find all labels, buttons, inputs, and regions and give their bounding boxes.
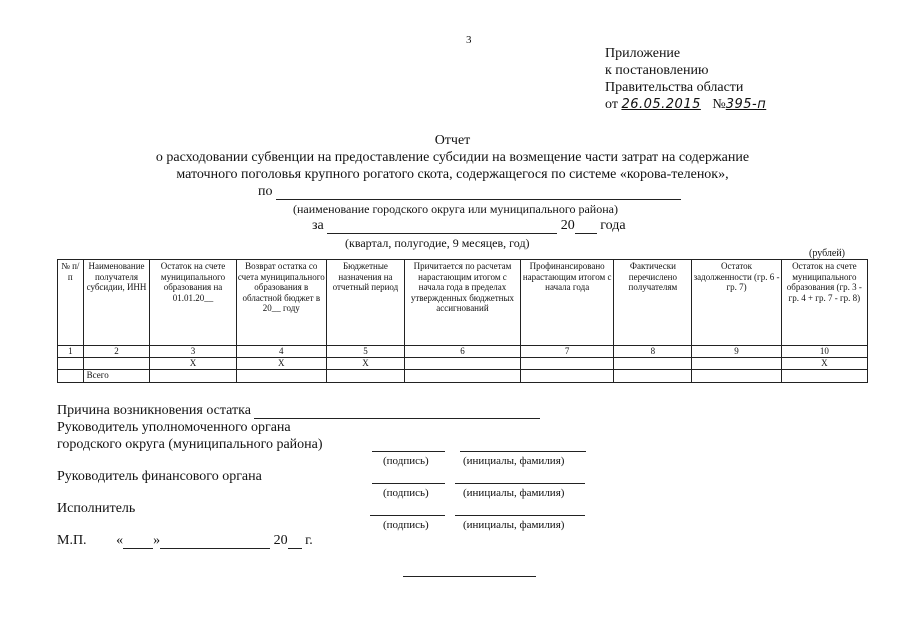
header-cell: Наименование получателя субсидии, ИНН xyxy=(83,260,150,346)
mp-line xyxy=(57,533,313,549)
column-number: 5 xyxy=(326,346,404,358)
appendix-block xyxy=(605,45,766,113)
po-caption: (наименование городского округа или муниципального района) xyxy=(293,202,618,216)
report-subtitle-2: маточного поголовья крупного рогатого скота, содержащегося по системе «корова-теленок», xyxy=(176,167,729,182)
header-cell: Остаток на счете муниципального образования (гр. 3 - гр. 4 + гр. 7 - гр. 8) xyxy=(781,260,867,346)
table-cell xyxy=(83,358,150,370)
day-blank xyxy=(123,548,153,549)
year-blank xyxy=(575,233,597,234)
header-cell: Остаток задолженности (гр. 6 - гр. 7) xyxy=(692,260,781,346)
table-cell xyxy=(236,369,326,382)
table-cell xyxy=(404,369,520,382)
column-number-row xyxy=(58,346,868,358)
table-cell: X xyxy=(236,358,326,370)
table-cell: X xyxy=(150,358,236,370)
header-cell: Остаток на счете муниципального образования на 01.01.20__ xyxy=(150,260,236,346)
header-cell: Возврат остатка со счета муниципального образования в областной бюджет в 20__ году xyxy=(236,260,326,346)
appendix-line1: Приложение xyxy=(605,46,681,61)
table-cell xyxy=(326,369,404,382)
table-cell xyxy=(150,369,236,382)
header-cell: Причитается по расчетам нарастающим итогом с начала года в пределах утвержденных бюджетных ассигнований xyxy=(404,260,520,346)
number-prefix: № xyxy=(712,97,726,112)
header-row xyxy=(58,260,868,346)
appendix-date-line xyxy=(605,96,766,113)
reason-blank xyxy=(254,418,540,419)
column-number: 10 xyxy=(781,346,867,358)
period-caption: (квартал, полугодие, 9 месяцев, год) xyxy=(345,236,530,250)
bottom-divider xyxy=(403,576,536,577)
page-number: 3 xyxy=(466,34,472,46)
year-prefix: 20 xyxy=(560,218,575,233)
mp-year-suffix: г. xyxy=(305,533,313,548)
table-cell: X xyxy=(781,358,867,370)
handwritten-date: 26.05.2015 xyxy=(621,97,701,112)
appendix-line3: Правительства области xyxy=(605,80,744,95)
table-cell xyxy=(692,358,781,370)
mp-label: М.П. xyxy=(57,533,87,548)
total-row xyxy=(58,369,868,382)
head-signature-line xyxy=(372,451,445,452)
head-label-2: городского округа (муниципального района) xyxy=(57,437,323,452)
column-number: 7 xyxy=(520,346,613,358)
mp-year-prefix: 20 xyxy=(273,533,288,548)
quote-close: » xyxy=(153,533,161,548)
column-number: 3 xyxy=(150,346,236,358)
date-prefix: от xyxy=(605,97,618,112)
exec-signature-caption: (подпись) xyxy=(383,519,429,531)
period-blank xyxy=(327,233,557,234)
fin-name-line xyxy=(455,483,585,484)
table-cell xyxy=(614,358,692,370)
column-number: 8 xyxy=(614,346,692,358)
exec-name-caption: (инициалы, фамилия) xyxy=(463,519,565,531)
period-line xyxy=(312,218,626,234)
report-title: Отчет xyxy=(434,133,471,148)
head-label-1: Руководитель уполномоченного органа xyxy=(57,420,291,435)
column-number: 2 xyxy=(83,346,150,358)
report-subtitle-1: о расходовании субвенции на предоставление субсидии на возмещение части затрат на содержание xyxy=(155,150,750,165)
po-blank xyxy=(276,199,681,200)
table-cell xyxy=(614,369,692,382)
column-number: 1 xyxy=(58,346,84,358)
header-cell: Бюджетные назначения на отчетный период xyxy=(326,260,404,346)
column-number: 9 xyxy=(692,346,781,358)
exec-name-line xyxy=(455,515,585,516)
head-name-line xyxy=(460,451,586,452)
za-label: за xyxy=(312,218,324,233)
x-row xyxy=(58,358,868,370)
fin-label: Руководитель финансового органа xyxy=(57,469,262,484)
fin-name-caption: (инициалы, фамилия) xyxy=(463,487,565,499)
table-cell xyxy=(58,358,84,370)
exec-label: Исполнитель xyxy=(57,501,136,516)
table-cell xyxy=(692,369,781,382)
units-label: (рублей) xyxy=(809,248,846,259)
mp-year-blank xyxy=(288,548,302,549)
reason-line xyxy=(57,403,540,419)
reason-label: Причина возникновения остатка xyxy=(57,403,251,418)
year-suffix: года xyxy=(600,218,626,233)
total-label: Всего xyxy=(83,369,150,382)
header-cell: Профинансировано нарастающим итогом с начала года xyxy=(520,260,613,346)
header-cell: № п/п xyxy=(58,260,84,346)
head-signature-caption: (подпись) xyxy=(383,455,429,467)
table-cell: X xyxy=(326,358,404,370)
handwritten-number: 395-п xyxy=(725,97,767,112)
fin-signature-caption: (подпись) xyxy=(383,487,429,499)
column-number: 4 xyxy=(236,346,326,358)
report-table xyxy=(57,259,868,383)
quote-open: « xyxy=(116,533,124,548)
po-line xyxy=(258,184,681,200)
table-cell xyxy=(404,358,520,370)
month-blank xyxy=(160,548,270,549)
table-cell xyxy=(58,369,84,382)
table-cell xyxy=(781,369,867,382)
header-cell: Фактически перечислено получателям xyxy=(614,260,692,346)
head-name-caption: (инициалы, фамилия) xyxy=(463,455,565,467)
table-cell xyxy=(520,358,613,370)
appendix-line2: к постановлению xyxy=(605,63,709,78)
po-label: по xyxy=(258,184,273,199)
table-cell xyxy=(520,369,613,382)
column-number: 6 xyxy=(404,346,520,358)
exec-signature-line xyxy=(370,515,445,516)
fin-signature-line xyxy=(372,483,445,484)
